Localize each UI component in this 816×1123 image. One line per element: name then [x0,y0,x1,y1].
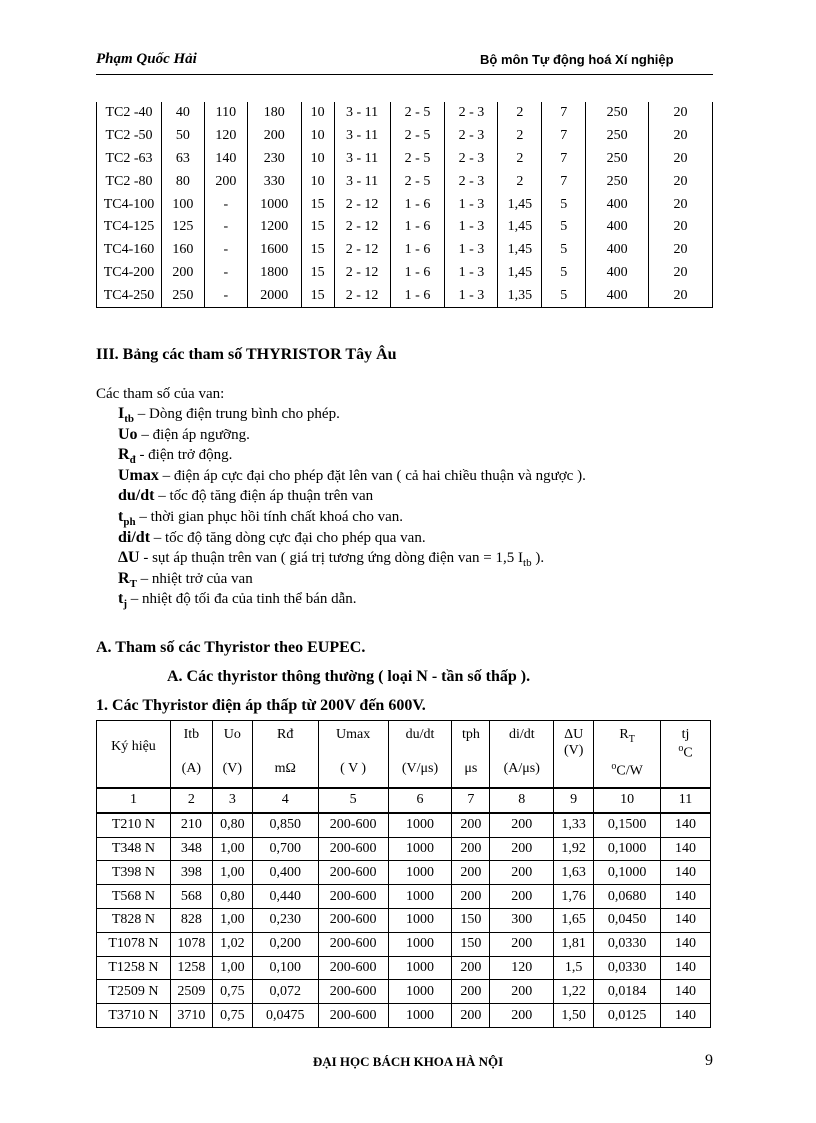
table-row [97,980,711,1004]
param-description: – thời gian phục hồi tính chất khoá cho van. [135,508,404,525]
table-cell: 0,1000 [594,837,661,861]
footer-university: ĐẠI HỌC BÁCH KHOA HÀ NỘI [312,1054,504,1069]
table-cell: 5 [542,193,586,216]
table-cell: - [204,284,247,307]
section-1-title: 1. Các Thyristor điện áp thấp từ 200V đến 600V. [96,697,426,714]
table-cell: 2000 [247,284,301,307]
table-cell: TC4-160 [97,239,162,262]
table-cell: 3 - 11 [334,148,390,171]
table-cell: 3710 [170,1004,212,1028]
table-cell: 140 [204,148,247,171]
table-cell: 1 - 6 [390,284,445,307]
table-cell: 200 [490,813,554,837]
column-number: 5 [318,788,388,813]
table-cell: 10 [301,170,334,193]
table-cell: 2 - 5 [390,170,445,193]
table-cell: 0,80 [212,813,252,837]
table-cell: 1 - 3 [445,216,498,239]
column-number: 7 [452,788,490,813]
table-row [97,102,713,125]
table-cell: T2509 N [97,980,171,1004]
param-item [118,486,586,507]
section-aa-title: A. Các thyristor thông thường ( loại N - tần số thấp ). [167,668,531,685]
table-cell: T828 N [97,908,171,932]
table-cell: 3 - 11 [334,125,390,148]
table-cell: 568 [170,885,212,909]
column-number: 8 [490,788,554,813]
table-cell: 200-600 [318,956,388,980]
table-cell: 828 [170,908,212,932]
table-cell: 250 [586,125,649,148]
column-number: 6 [388,788,452,813]
table-row [97,813,711,837]
table-cell: 0,0680 [594,885,661,909]
param-description: – điện áp cực đại cho phép đặt lên van ( cả hai chiều thuận và ngược ). [158,467,586,484]
table-cell: 20 [649,239,713,262]
section-a-title: A. Tham số các Thyristor theo EUPEC. [96,639,366,656]
param-description: – nhiệt trở của van [136,570,253,587]
table-cell: 20 [649,102,713,125]
table-cell: 1,63 [554,861,594,885]
table-cell: 300 [490,908,554,932]
table-cell: 140 [661,980,711,1004]
table-cell: 400 [586,262,649,285]
col-header-tj: tj $^o$C [661,721,711,789]
param-item [118,404,586,425]
column-number: 3 [212,788,252,813]
table-cell: 1,50 [554,1004,594,1028]
header-divider [96,74,713,75]
table-cell: T568 N [97,885,171,909]
table-cell: 7 [542,102,586,125]
table-cell: 2 - 5 [390,148,445,171]
table-cell: 140 [661,861,711,885]
table-cell: 3 - 11 [334,102,390,125]
table-cell: TC2 -63 [97,148,162,171]
table-cell: 400 [586,216,649,239]
col-header-didt: di/dt (A/μs) [490,721,554,789]
table-cell: 1000 [388,813,452,837]
table-cell: 15 [301,216,334,239]
table-cell: 348 [170,837,212,861]
param-item [118,569,586,590]
table-cell: 0,0330 [594,932,661,956]
table-cell: 400 [586,239,649,262]
table-cell: 1,92 [554,837,594,861]
table-cell: 200 [490,1004,554,1028]
column-number: 9 [554,788,594,813]
table-row [97,908,711,932]
table-cell: 200 [490,980,554,1004]
table-cell: 1,33 [554,813,594,837]
table-cell: 1,22 [554,980,594,1004]
table-cell: 1,00 [212,956,252,980]
param-item [118,589,586,610]
table-cell: 110 [204,102,247,125]
table-cell: 330 [247,170,301,193]
col-header-dudt: du/dt (V/μs) [388,721,452,789]
table-cell: 1000 [388,861,452,885]
table-cell: 2 - 12 [334,216,390,239]
table-cell: TC4-200 [97,262,162,285]
column-number: 4 [252,788,318,813]
table-cell: 1000 [388,885,452,909]
table-cell: 150 [452,908,490,932]
col-header-du: ΔU (V) [554,721,594,789]
table-cell: 1,00 [212,837,252,861]
page-number: 9 [705,1052,713,1069]
table-row [97,170,713,193]
table-cell: 0,400 [252,861,318,885]
table-cell: 0,75 [212,980,252,1004]
table-row [97,956,711,980]
table-cell: 0,0184 [594,980,661,1004]
table-cell: 2 - 12 [334,262,390,285]
table-cell: 2 [498,148,542,171]
table-cell: 1,45 [498,193,542,216]
table-cell: 200 [490,861,554,885]
table-cell: 200 [452,861,490,885]
table-cell: 1800 [247,262,301,285]
table-header-row [97,721,711,789]
col-header-rd: Rđ mΩ [252,721,318,789]
header-author: Phạm Quốc Hải [96,51,197,67]
param-symbol: $I_{tb}$ [118,405,135,426]
table-cell: 250 [161,284,204,307]
table-cell: 50 [161,125,204,148]
table-cell: TC2 -50 [97,125,162,148]
table-row [97,837,711,861]
header-department: Bộ môn Tự động hoá Xí nghiệp [480,52,674,67]
table-cell: 0,200 [252,932,318,956]
table-cell: T3710 N [97,1004,171,1028]
table-cell: 20 [649,170,713,193]
table-row [97,216,713,239]
table-cell: 200 [452,837,490,861]
param-description: – điện áp ngưỡng. [137,426,250,443]
table-cell: 200-600 [318,885,388,909]
table-cell: 200-600 [318,932,388,956]
table-row [97,148,713,171]
table-cell: 0,700 [252,837,318,861]
param-symbol: du/dt [118,487,155,505]
table-cell: 200 [452,1004,490,1028]
param-symbol: $t_j$ [118,590,127,611]
col-header-uo: Uo (V) [212,721,252,789]
table-cell: 120 [204,125,247,148]
table-cell: 1,00 [212,908,252,932]
table-cell: TC4-125 [97,216,162,239]
table-cell: 0,75 [212,1004,252,1028]
table-cell: 1,45 [498,216,542,239]
table-cell: 20 [649,148,713,171]
param-description: – nhiệt độ tối đa của tinh thể bán dẫn. [127,591,357,608]
params-intro: Các tham số của van: [96,386,225,402]
table-cell: 1,65 [554,908,594,932]
col-header-tph: tph μs [452,721,490,789]
table-cell: 20 [649,125,713,148]
table-row [97,861,711,885]
params-list [118,404,586,610]
table-cell: T1258 N [97,956,171,980]
table-cell: 2 [498,102,542,125]
table-cell: 1 - 6 [390,216,445,239]
table-row [97,262,713,285]
table-cell: TC2 -40 [97,102,162,125]
table-cell: TC4-250 [97,284,162,307]
param-description: – tốc độ tăng dòng cực đại cho phép qua van. [150,529,426,546]
table-cell: 2 - 3 [445,148,498,171]
table-cell: 1000 [388,932,452,956]
table-cell: 5 [542,262,586,285]
table-cell: 200 [204,170,247,193]
table-cell: T398 N [97,861,171,885]
table-cell: - [204,239,247,262]
table-row [97,932,711,956]
table-cell: TC4-100 [97,193,162,216]
table-cell: T210 N [97,813,171,837]
table-cell: 200 [161,262,204,285]
table-cell: 1,35 [498,284,542,307]
table-cell: 2 - 12 [334,193,390,216]
column-number: 11 [661,788,711,813]
table-cell: 5 [542,239,586,262]
param-symbol: $t_{ph}$ [118,507,136,529]
table-cell: 160 [161,239,204,262]
table-cell: - [204,262,247,285]
tc-thyristor-table [96,102,713,308]
table-cell: 10 [301,125,334,148]
table-cell: 1 - 3 [445,262,498,285]
param-item [118,425,586,446]
table-cell: TC2 -80 [97,170,162,193]
table-cell: - [204,216,247,239]
table-cell: 1000 [388,837,452,861]
table-cell: 63 [161,148,204,171]
table-cell: 0,0450 [594,908,661,932]
table-cell: 15 [301,193,334,216]
table-cell: 0,0330 [594,956,661,980]
table-cell: 200 [247,125,301,148]
table-cell: 250 [586,102,649,125]
table-cell: 2 - 12 [334,239,390,262]
table-cell: 200 [490,837,554,861]
table-cell: T348 N [97,837,171,861]
table-row [97,193,713,216]
table-cell: 0,230 [252,908,318,932]
table-cell: 150 [452,932,490,956]
table-row [97,125,713,148]
table-cell: 1,45 [498,239,542,262]
table-cell: 0,072 [252,980,318,1004]
col-header-kyhieu: Ký hiệu [97,721,171,789]
table-cell: 2 - 5 [390,125,445,148]
param-symbol: di/dt [118,528,151,546]
table-cell: 400 [586,193,649,216]
table-cell: 200-600 [318,813,388,837]
table-cell: 0,1500 [594,813,661,837]
table-cell: 20 [649,216,713,239]
table-cell: 200 [490,885,554,909]
table-cell: 140 [661,837,711,861]
table-cell: 2 - 5 [390,102,445,125]
table-cell: 0,80 [212,885,252,909]
table-row [97,284,713,307]
table-cell: 1 - 3 [445,284,498,307]
table-cell: 5 [542,284,586,307]
table-cell: 200-600 [318,837,388,861]
table-cell: 10 [301,102,334,125]
table-cell: 140 [661,1004,711,1028]
param-symbol: $R_T$ [118,569,137,590]
table-cell: 1 - 3 [445,193,498,216]
table-cell: 1600 [247,239,301,262]
table-cell: 0,1000 [594,861,661,885]
table-cell: 1,76 [554,885,594,909]
table-cell: 7 [542,170,586,193]
table-cell: 200 [490,932,554,956]
table-cell: 2 - 12 [334,284,390,307]
table-row [97,239,713,262]
table-cell: 1000 [388,908,452,932]
table-cell: 1000 [388,956,452,980]
table-cell: 15 [301,262,334,285]
table-cell: 1078 [170,932,212,956]
table-cell: 200-600 [318,908,388,932]
table-cell: 2 [498,170,542,193]
table-cell: 1 - 6 [390,193,445,216]
table-cell: 200 [452,813,490,837]
table-cell: 20 [649,193,713,216]
table-cell: 1000 [388,1004,452,1028]
table-cell: 7 [542,148,586,171]
table-cell: 140 [661,956,711,980]
table-cell: 200 [452,956,490,980]
table-cell: 140 [661,885,711,909]
table-cell: 1,5 [554,956,594,980]
param-symbol: ΔU [118,549,140,567]
param-description: – tốc độ tăng điện áp thuận trên van [154,488,374,505]
param-description: - sụt áp thuận trên van ( giá trị tương ứng dòng điện van = 1,5 I [139,550,524,567]
table-cell: 200-600 [318,1004,388,1028]
table-cell: 15 [301,239,334,262]
param-symbol: Uo [118,425,138,443]
table-cell: 180 [247,102,301,125]
table-cell: 0,0125 [594,1004,661,1028]
table-cell: 7 [542,125,586,148]
column-number: 10 [594,788,661,813]
table-cell: 120 [490,956,554,980]
table-cell: 250 [586,170,649,193]
table-cell: 1000 [388,980,452,1004]
table-cell: 2 - 3 [445,102,498,125]
table-cell: 0,0475 [252,1004,318,1028]
table-cell: 40 [161,102,204,125]
param-symbol: $R_đ$ [118,446,136,467]
table-cell: 20 [649,262,713,285]
col-header-itb: Itb (A) [170,721,212,789]
table-cell: 230 [247,148,301,171]
param-item [118,466,586,487]
table-cell: 2 - 3 [445,125,498,148]
table-cell: 200-600 [318,980,388,1004]
table-cell: 210 [170,813,212,837]
table-cell: 1 - 3 [445,239,498,262]
table-row [97,885,711,909]
param-item [118,528,586,549]
param-item [118,507,586,528]
table-cell: 200-600 [318,861,388,885]
table-row [97,1004,711,1028]
table-cell: 1200 [247,216,301,239]
table-cell: 15 [301,284,334,307]
table-cell: 140 [661,813,711,837]
table-cell: 1258 [170,956,212,980]
col-header-umax: Umax ( V ) [318,721,388,789]
table-cell: 1,45 [498,262,542,285]
table-cell: 2509 [170,980,212,1004]
param-description: – Dòng điện trung bình cho phép. [134,406,340,422]
table-cell: 1 - 6 [390,262,445,285]
eupec-thyristor-table [96,720,711,1028]
table-cell: 5 [542,216,586,239]
table-cell: 140 [661,932,711,956]
param-description: - điện trở động. [135,447,233,464]
column-number: 1 [97,788,171,813]
column-number: 2 [170,788,212,813]
table-cell: 0,440 [252,885,318,909]
table-cell: 1,02 [212,932,252,956]
table-cell: 1,00 [212,861,252,885]
column-number-row [97,788,711,813]
table-cell: 1 - 6 [390,239,445,262]
table-cell: 2 - 3 [445,170,498,193]
table-cell: 2 [498,125,542,148]
table-cell: - [204,193,247,216]
param-item [118,445,586,466]
table-cell: 125 [161,216,204,239]
table-cell: 100 [161,193,204,216]
table-cell: 1,81 [554,932,594,956]
param-item: ΔU - sụt áp thuận trên van ( giá trị tương ứng dòng điện van = 1,5 $I_{tb}$ ). [118,549,545,570]
section-3-title: III. Bảng các tham số THYRISTOR Tây Âu [96,346,397,363]
table-cell: 250 [586,148,649,171]
table-cell: 398 [170,861,212,885]
table-cell: 3 - 11 [334,170,390,193]
col-header-rt: $R_T$ $^o$C/W [594,721,661,789]
table-cell: 140 [661,908,711,932]
table-cell: 20 [649,284,713,307]
param-symbol: Umax [118,466,159,484]
table-cell: 200 [452,980,490,1004]
table-cell: 200 [452,885,490,909]
table-cell: 80 [161,170,204,193]
table-cell: 10 [301,148,334,171]
table-cell: T1078 N [97,932,171,956]
table-cell: 1000 [247,193,301,216]
table-cell: 0,850 [252,813,318,837]
table-cell: 400 [586,284,649,307]
table-cell: 0,100 [252,956,318,980]
